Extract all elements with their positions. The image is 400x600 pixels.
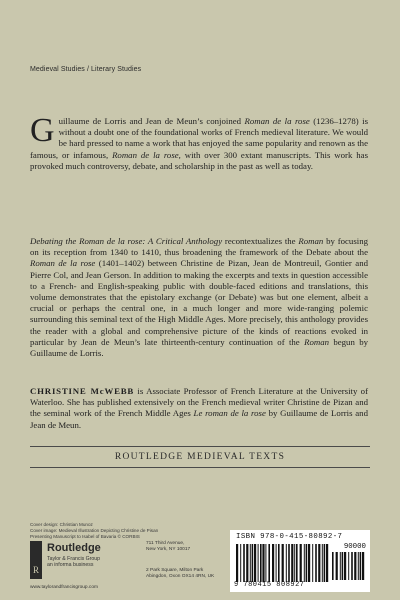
barcode-bar — [260, 544, 262, 582]
series-title: ROUTLEDGE MEDIEVAL TEXTS — [114, 452, 286, 462]
barcode-bar — [250, 544, 251, 582]
barcode-bar — [332, 552, 334, 580]
address-uk-line-1: 2 Park Square, Milton Park — [146, 568, 204, 573]
price-barcode — [332, 552, 366, 580]
barcode-bar — [312, 544, 313, 582]
barcode-bar — [318, 544, 320, 582]
desc-roman-1: Roman — [298, 236, 324, 246]
barcode-bar — [291, 544, 293, 582]
desc-text-4: begun by Guillaume de Lorris. — [30, 336, 368, 359]
ean-barcode — [236, 544, 330, 582]
address-us-line-1: 711 Third Avenue, — [146, 541, 185, 546]
address-uk-line-2: Abingdon, Oxon OX14 4RN, UK — [146, 574, 215, 579]
barcode-bar — [236, 544, 238, 582]
barcode-bar — [272, 544, 274, 582]
publisher-subtitle — [47, 556, 100, 568]
publisher-tagline: an informa business — [47, 562, 94, 569]
barcode-bar — [326, 544, 328, 582]
category-label: Medieval Studies / Literary Studies — [30, 66, 142, 73]
barcode-bar — [265, 544, 266, 582]
barcode-bar — [296, 544, 298, 582]
intro-tail: , with over 300 extant manuscripts. This work has provoked much controversy, debate, and scholarship in the past as well as today. — [30, 149, 368, 171]
author-bio — [30, 386, 368, 431]
author-bio-text-2: by Guillaume de Lorris and Jean de Meun. — [30, 408, 368, 430]
cover-credits — [30, 522, 158, 540]
barcode-bar — [254, 544, 256, 582]
publisher-website: www.taylorandfrancisgroup.com — [30, 585, 98, 590]
barcode-box — [230, 530, 370, 592]
barcode-bar — [342, 552, 344, 580]
barcode-bar — [300, 544, 302, 582]
author-bio-text-1: is Associate Professor of French Literature at the University of Waterloo. She has published extensively on the French medieval writer Christine de Pizan and the seminal work of the French Middle Ages — [30, 386, 368, 419]
publisher-name: Routledge — [47, 542, 101, 554]
barcode-bar — [246, 544, 248, 582]
barcode-bar — [348, 552, 349, 580]
barcode-bar — [340, 552, 341, 580]
intro-lead: uillaume de Lorris and Jean de Meun’s conjoined — [58, 116, 245, 126]
barcode-bar — [276, 544, 277, 582]
barcode-bar — [304, 544, 305, 582]
author-name: CHRISTINE McWEBB — [30, 386, 135, 396]
barcode-bar — [308, 544, 310, 582]
credit-line-2: Cover image: Medieval Illustration Depicting Christine de Pisan — [30, 528, 159, 533]
barcode-bar — [286, 544, 287, 582]
barcode-bar — [358, 552, 359, 580]
barcode-bar — [354, 552, 356, 580]
barcode-bar — [351, 552, 353, 580]
barcode-bar — [294, 544, 295, 582]
book-title: Debating the Roman de la rose: A Critical Anthology — [30, 236, 223, 246]
barcode-bar — [278, 544, 280, 582]
logo-letter: R — [32, 565, 39, 575]
publisher-logo — [30, 541, 142, 591]
barcode-bar — [336, 552, 338, 580]
barcode-bar — [360, 552, 362, 580]
barcode-bar — [306, 544, 308, 582]
barcode-bar — [322, 544, 323, 582]
intro-title-italic-2: Roman de la rose — [112, 149, 179, 160]
barcode-bar — [240, 544, 241, 582]
barcode-bar — [268, 544, 270, 582]
description-paragraph — [30, 236, 368, 359]
desc-roman-2: Roman de la rose — [30, 258, 96, 269]
barcode-bar — [282, 544, 284, 582]
address-us — [146, 541, 190, 553]
routledge-logo-icon — [30, 541, 42, 579]
barcode-bar — [362, 552, 364, 580]
desc-roman-3: Roman — [304, 336, 329, 347]
intro-title-italic: Roman de la rose — [244, 116, 310, 126]
barcode-bar — [258, 544, 259, 582]
barcode-bar — [262, 544, 264, 582]
desc-text-1: recontextualizes the — [222, 236, 299, 246]
publisher-group: Taylor & Francis Group — [47, 556, 101, 562]
credit-line-1: Cover design: Christian Munoz — [30, 522, 93, 527]
intro-mid: (1236–1278) is without a doubt one of the foundational works of French medieval literature. We would be hard pressed to name a work that has enjoyed the same popularity and renown as the famous, or infamous, — [30, 116, 369, 160]
barcode-bar — [344, 552, 346, 580]
barcode-bar — [324, 544, 326, 582]
series-rule-bottom — [30, 467, 370, 468]
drop-cap: G — [30, 112, 55, 149]
intro-paragraph — [30, 112, 369, 172]
isbn-number: ISBN 978-0-415-80892-7 — [236, 533, 343, 541]
ean-digits: 9 780415 808927 — [234, 581, 305, 589]
credit-line-3: Presenting Manuscript to Isabel of Bavaria © CORBIS — [30, 534, 140, 539]
barcode-bar — [288, 544, 290, 582]
series-rule-top — [30, 446, 370, 447]
address-us-line-2: New York, NY 10017 — [146, 547, 191, 552]
author-work-title: Le roman de la rose — [193, 408, 266, 419]
barcode-bar — [315, 544, 317, 582]
desc-text-2: by focusing on its reception from 1340 to 1410, thus broadening the framework of the Debate about the — [30, 236, 368, 258]
price-code: 90000 — [343, 543, 366, 551]
barcode-bar — [243, 544, 245, 582]
barcode-bar — [252, 544, 254, 582]
address-uk — [146, 568, 214, 580]
desc-text-3: (1401–1402) between Christine de Pizan, Jean de Montreuil, Gontier and Pierre Col, and Jean Gerson. In addition to making the excerpts and texts in question accessible to a French- and English-speaking public with double-faced editions and translations, this volume demonstrates that the epistolary exchange (or Debate) was but one element, albeit a crucial or perhaps the central one, in a much longer and more wide-ranging polemic surrounding this seminal text of the High Middle Ages. More precisely, this anthology provides the reader with a global and comprehensive picture of the kinds of reactions evoked in particular by Jean de Meun’s late thirteenth-century continuation of the — [30, 258, 368, 347]
